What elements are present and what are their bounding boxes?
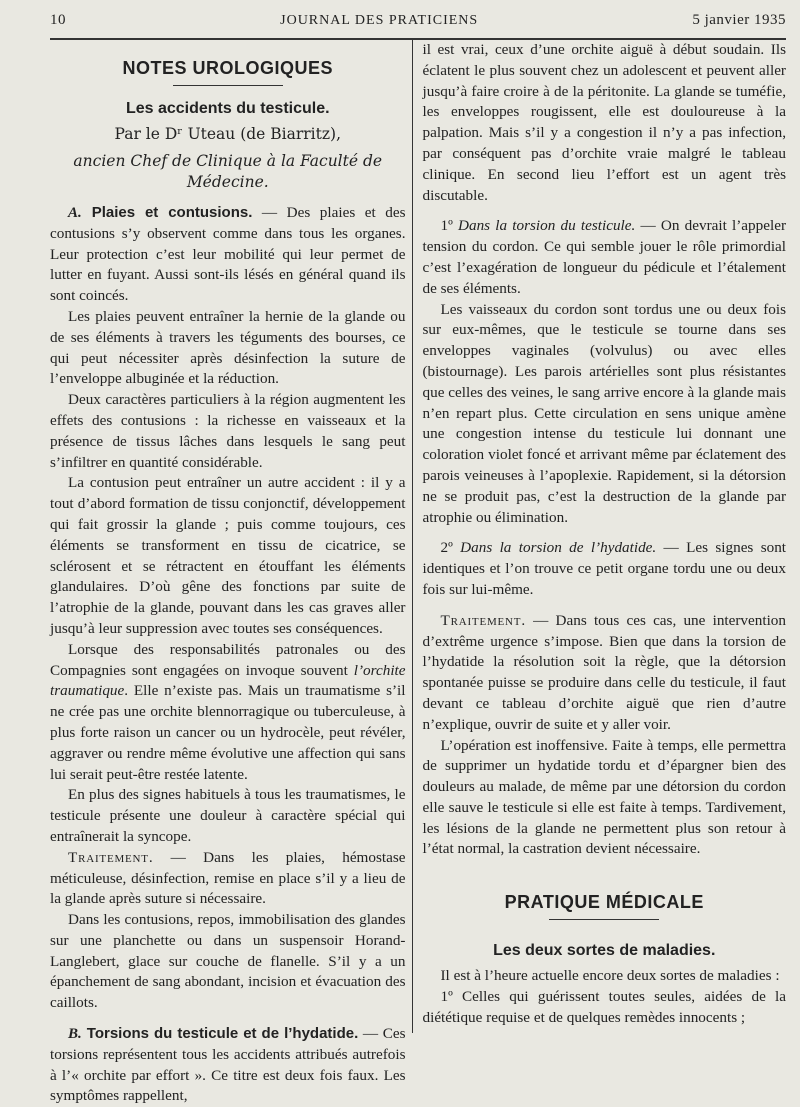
paragraph: Deux caractères particuliers à la région augmentent les effets des contusions : la richesse en vaisseaux et la présence de tissus lâches dans lesquels le sang peut s’infiltrer en quantité considérable.: [50, 391, 406, 471]
journal-title: JOURNAL DES PRATICIENS: [280, 13, 479, 28]
columns: [50, 40, 787, 1105]
paragraph-torsion-testicule: [423, 216, 787, 299]
paragraph: Les vaisseaux du cordon sont tordus une ou deux fois sur eux-mêmes, que le testicule se tourne dans ses enveloppes vaginales (volvulus) ou avec elles (bistournage). Les parois artérielles sont plus résistantes que celles des veines, le sang arrive encore à la glande mais n’en repart plus. Cette circulation en sens unique amène une congestion intense du testicule lui donnant une coloration violet foncé et arrivant même par éclatement des parois veineuses à l’apoplexie. Rapidement, si la détorsion ne se produit pas, c’est la destruction de la glande par atrophie ou élimination.: [422, 300, 786, 526]
paragraph-text: — On devrait l’appeler tension du cordon. Ce qui semble jouer le rôle primordial c’est l’exagération de longueur du pédicule et l’étalement de ses éléments.: [422, 217, 786, 297]
section-title-urologie: NOTES UROLOGIQUES: [122, 58, 334, 78]
traitement-label: Traitement.: [440, 611, 526, 629]
issue-date: 5 janvier 1935: [692, 12, 786, 28]
page-header: [50, 12, 786, 34]
subhead-letter-b: B.: [68, 1026, 82, 1043]
article-title: Les deux sortes de maladies.: [493, 942, 716, 960]
section-title-pratique: PRATIQUE MÉDICALE: [504, 892, 704, 913]
page-number: 10: [50, 12, 66, 28]
paragraph: Dans les contusions, repos, immobilisation des glandes sur une planchette ou dans un suspensoir Horand-Langlebert, glace sur couche de flanelle. S’il y a un épanchement de sang abondant, incision et évacuation des caillots.: [50, 911, 406, 1012]
paragraph: Il est à l’heure actuelle encore deux sortes de maladies :: [440, 967, 780, 985]
paragraph: En plus des signes habituels à tous les traumatismes, le testicule présente une douleur à caractère spécial qui entraînerait la syncope.: [50, 786, 406, 845]
paragraph-traitement: [50, 848, 406, 910]
paragraph: il est vrai, ceux d’une orchite aiguë à début soudain. Ils éclatent le plus souvent chez un adolescent et peuvent aller jusqu’à faire croire à de la péritonite. La glande se tuméfie, les enveloppes rougissent, elle est douloureuse à la palpation. Mais s’il y a congestion il n’y a pas infection, par conséquent pas d’orchite vraie malgré le tableau clinique. En second lieu l’effort est un agent très discutable.: [422, 41, 786, 204]
paragraph-torsion-hydatide: [423, 538, 787, 600]
right-column: [413, 40, 787, 1040]
traitement-label: Traitement.: [68, 848, 154, 866]
paragraph: La contusion peut entraîner un autre accident : il y a tout d’abord formation de tissu conjonctif, développement qui fait grossir la glande ; puis comme toujours, ces éléments se transforment en tissu de cicatrice, se sclérosent et se rétractent en étouffant les éléments glandulaires. D’où gêne des fonctions par suite de l’atrophie de la glande, pouvant dans les cas graves aller jusqu’à leur suppression avec toutes ses conséquences.: [50, 474, 406, 637]
item-number: 2º: [440, 539, 453, 557]
byline-affiliation: ancien Chef de Clinique à la Faculté de Médecine.: [73, 152, 383, 191]
subhead-letter-a: A.: [68, 205, 82, 221]
paragraph-text: — Des plaies et des contusions s’y observent comme dans tous les organes. Leur protection c’est leur mobilité qui leur permet de lutter en fuyant. Aussi sont-ils lésés en général quand ils sont coincés.: [50, 204, 406, 305]
byline-author: Par le Dʳ Uteau (de Biarritz),: [114, 125, 342, 143]
paragraph-traitement: [423, 611, 787, 736]
paragraph-text: — Les signes sont identiques et l’on trouve ce petit organe tordu une ou deux fois sur lui-même.: [422, 539, 787, 598]
paragraph-text: . Elle n’existe pas. Mais un traumatisme s’il ne crée pas une orchite blennorragique ou tuberculeuse, à plus forte raison un cancer ou un hydrocèle, peut révéler, aggraver ou rendre même évolutive une affection qui sans lui serait peut-être restée latente.: [50, 682, 406, 783]
article-title: Les accidents du testicule.: [125, 100, 330, 117]
italic-subhead: Dans la torsion de l’hydatide.: [460, 539, 657, 557]
paragraph: L’opération est inoffensive. Faite à temps, elle permettra de supprimer un hydatide tordu et d’épargner bien des douleurs au malade, de même par une détorsion du cordon elle sauve le testicule si elle est faite à temps. Tardivement, les lésions de la glande ne permettent plus son retour à l’état normal, la castration devient nécessaire.: [422, 736, 786, 858]
paragraph-text: — Dans les plaies, hémostase méticuleuse, désinfection, remise en place s’il y a lieu de la glande après suture si nécessaire.: [50, 848, 406, 908]
italic-subhead: Dans la torsion du testicule.: [458, 217, 636, 235]
item-number: 1º: [440, 217, 453, 235]
paragraph-text: Lorsque des responsabilités patronales ou des Compagnies sont engagées on invoque souvent: [50, 640, 406, 679]
paragraph-text: — Dans tous ces cas, une intervention d’extrême urgence s’impose. Bien que dans la torsion de l’hydatide la résolution soit la règle, que la détorsion spontanée puisse se produire dans celle du testicule, il faut devant ce tableau d’orchite aiguë que rien d’autre n’explique, ouvrir de suite et y aller voir.: [422, 611, 786, 733]
paragraph-text: — Ces torsions représentent tous les accidents attribués autrefois à l’« orchite par effort ». Ce titre est deux fois faux. Les symptômes rappellent,: [50, 1025, 406, 1105]
paragraph: Les plaies peuvent entraîner la hernie de la glande ou de ses éléments à travers les téguments des bourses, ce qui peut nécessiter après désinfection la suture de l’enveloppe albuginée et la réduction.: [50, 307, 406, 388]
paragraph-orchite: [50, 640, 406, 786]
section-rule: [549, 919, 659, 920]
italic-term: l’orchite traumatique: [50, 661, 406, 700]
section-rule: [173, 85, 283, 86]
subhead-plaies: Plaies et contusions.: [91, 204, 253, 221]
paragraph-plaies: [50, 203, 406, 307]
subhead-torsions: Torsions du testicule et de l’hydatide.: [86, 1025, 359, 1043]
paragraph-torsions: [50, 1024, 406, 1107]
paragraph: 1º Celles qui guérissent toutes seules, aidées de la diététique requise et de quelques remèdes innocents ;: [422, 988, 786, 1026]
left-column: [50, 40, 412, 1105]
